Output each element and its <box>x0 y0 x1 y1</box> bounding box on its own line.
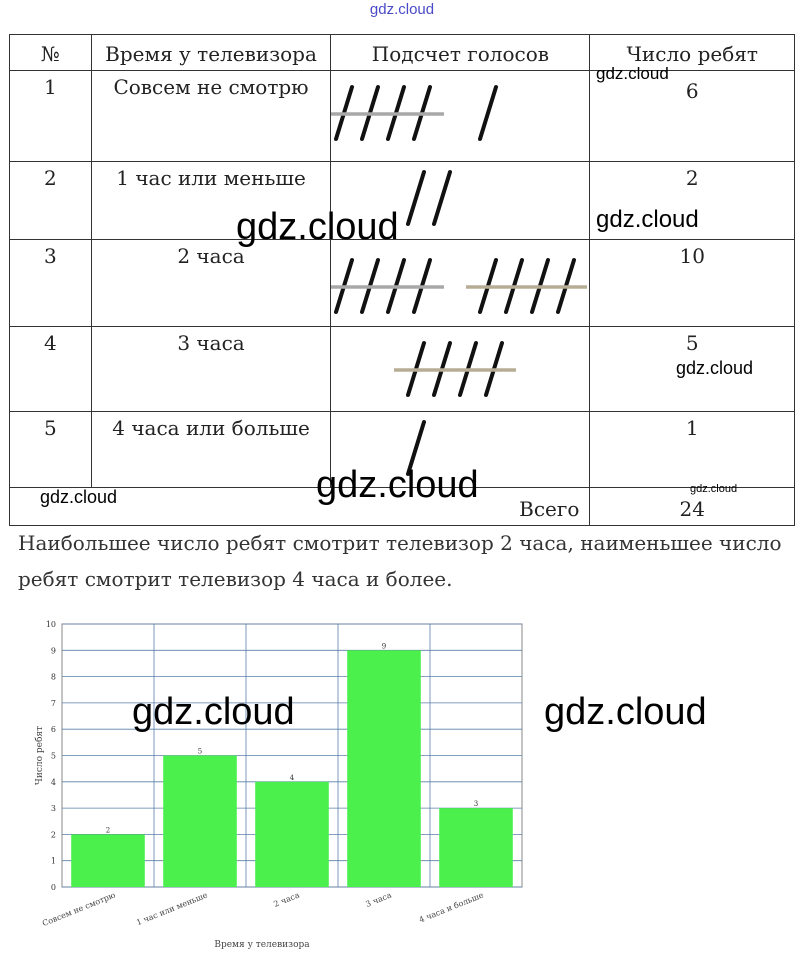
tally-group <box>466 260 587 312</box>
y-tick-label: 8 <box>50 672 56 682</box>
x-tick-label: 4 часа и больше <box>417 890 485 925</box>
watermark: gdz.cloud <box>132 691 295 733</box>
x-tick-label: 3 часа <box>364 890 393 909</box>
total-label: Всего <box>10 488 590 526</box>
tally-marks <box>331 71 587 157</box>
watermark: gdz.cloud <box>596 206 699 233</box>
y-tick-label: 6 <box>50 725 56 735</box>
tally-stroke <box>480 87 496 139</box>
table-row <box>10 240 795 327</box>
header-time: Время у телевизора <box>91 35 331 71</box>
row-time: 2 часа <box>91 240 331 327</box>
row-number: 4 <box>10 327 92 412</box>
row-tally <box>331 327 590 412</box>
watermark: gdz.cloud <box>596 64 669 83</box>
header-count: Число ребят <box>590 35 795 71</box>
tally-marks <box>331 240 587 326</box>
header-number: № <box>10 35 92 71</box>
data-label: 9 <box>381 642 387 651</box>
row-count: 6 <box>590 71 795 162</box>
data-label: 4 <box>289 773 295 782</box>
data-label: 5 <box>197 747 203 756</box>
y-tick-label: 3 <box>50 804 56 814</box>
x-tick-label: 1 час или меньше <box>135 890 209 928</box>
row-number: 1 <box>10 71 92 162</box>
row-count: 2 <box>590 162 795 240</box>
tally-group <box>394 343 516 395</box>
tally-group <box>480 87 496 139</box>
row-time: 3 часа <box>91 327 331 412</box>
watermark: gdz.cloud <box>676 358 754 378</box>
y-tick-label: 10 <box>45 620 56 629</box>
bar <box>439 808 513 887</box>
tally-group <box>408 172 450 224</box>
row-time: Совсем не смотрю <box>91 71 331 162</box>
x-tick-label: 2 часа <box>272 890 301 909</box>
watermark: gdz.cloud <box>690 483 738 495</box>
row-tally <box>331 240 590 327</box>
x-tick-label: Совсем не смотрю <box>40 890 117 929</box>
summary-text <box>18 525 798 597</box>
y-tick-label: 9 <box>50 646 56 656</box>
row-count: 5 <box>590 327 795 412</box>
summary-line-1: Наибольшее число ребят смотрит телевизор 2 часа, наименьшее число <box>18 531 782 555</box>
summary-line-2: ребят смотрит телевизор 4 часа и более. <box>18 567 453 591</box>
watermark: gdz.cloud <box>544 691 707 733</box>
bar <box>163 756 237 888</box>
header-tally: Подсчет голосов <box>331 35 590 71</box>
row-number: 3 <box>10 240 92 327</box>
table-header-row <box>10 35 795 71</box>
total-value: 24 <box>590 488 795 526</box>
y-tick-label: 4 <box>50 777 56 787</box>
bar-chart <box>0 610 560 955</box>
tally-stroke <box>434 172 450 224</box>
data-label: 3 <box>473 800 479 809</box>
watermark-top: gdz.cloud <box>369 1 435 18</box>
row-tally <box>331 71 590 162</box>
y-tick-label: 1 <box>50 856 56 866</box>
data-label: 2 <box>105 826 111 835</box>
tally-table <box>9 34 795 526</box>
row-count: 10 <box>590 240 795 327</box>
tally-group <box>331 260 444 312</box>
y-tick-label: 0 <box>50 883 56 892</box>
tally-stroke <box>408 172 424 224</box>
y-axis-label: Число ребят <box>35 725 45 786</box>
table-row <box>10 71 795 162</box>
row-time: 4 часа или больше <box>91 412 331 488</box>
y-tick-label: 5 <box>50 751 56 761</box>
y-tick-label: 2 <box>50 830 56 840</box>
row-number: 5 <box>10 412 92 488</box>
bar <box>255 782 329 887</box>
row-number: 2 <box>10 162 92 240</box>
y-tick-label: 7 <box>50 698 56 708</box>
bar <box>347 650 421 887</box>
x-axis-label: Время у телевизора <box>214 940 310 950</box>
tally-group <box>331 87 444 139</box>
watermark: gdz.cloud <box>236 206 399 248</box>
row-count: 1 <box>590 412 795 488</box>
watermark: gdz.cloud <box>40 487 118 507</box>
bar <box>71 834 145 887</box>
tally-marks <box>331 327 587 411</box>
row-time: 1 час или меньше <box>91 162 331 240</box>
watermark: gdz.cloud <box>316 464 479 506</box>
